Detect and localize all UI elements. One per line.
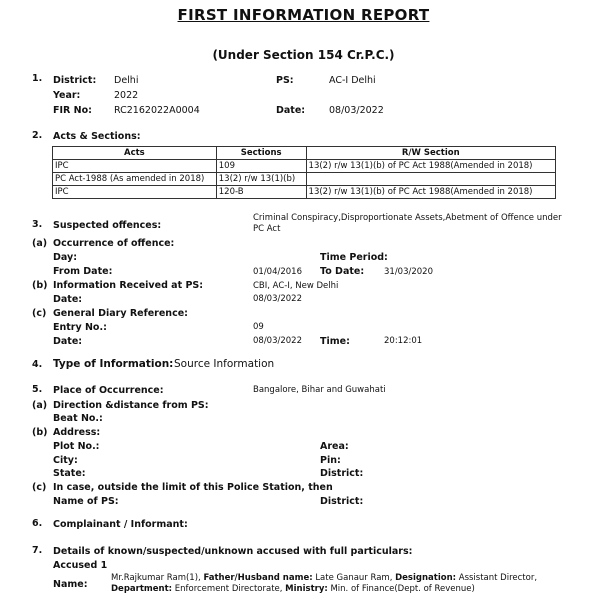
time-value: 20:12:01 bbox=[384, 336, 423, 346]
department-value: Enforcement Directorate, bbox=[174, 584, 283, 594]
state-label: State: bbox=[53, 468, 86, 479]
section-subnumber: (c) bbox=[32, 482, 47, 493]
section-number: 7. bbox=[32, 545, 43, 556]
table-row bbox=[53, 186, 556, 199]
pin-label: Pin: bbox=[320, 455, 341, 466]
section-number: 2. bbox=[32, 130, 43, 141]
accused-label: Accused 1 bbox=[53, 560, 108, 571]
accused-name-label: Name: bbox=[53, 579, 88, 590]
year-label: Year: bbox=[53, 90, 81, 101]
entry-no-label: Entry No.: bbox=[53, 322, 107, 333]
page-subtitle: (Under Section 154 Cr.P.C.) bbox=[212, 48, 395, 62]
plot-no-label: Plot No.: bbox=[53, 441, 100, 452]
father-name-label: Father/Husband name: bbox=[203, 573, 313, 583]
accused-details-label: Details of known/suspected/unknown accused with full particulars: bbox=[53, 546, 413, 557]
name-of-ps-label: Name of PS: bbox=[53, 496, 119, 507]
table-cell: IPC bbox=[53, 160, 217, 173]
table-cell: 13(2) r/w 13(1)(b) of PC Act 1988(Amended in 2018) bbox=[306, 160, 555, 173]
place-value: Bangalore, Bihar and Guwahati bbox=[253, 385, 386, 395]
section-number: 1. bbox=[32, 73, 43, 84]
section-subnumber: (c) bbox=[32, 308, 47, 319]
accused-details-line-1 bbox=[111, 573, 537, 584]
acts-table bbox=[52, 146, 556, 199]
ministry-value: Min. of Finance(Dept. of Revenue) bbox=[330, 584, 475, 594]
gd-date-value: 08/03/2022 bbox=[253, 336, 302, 346]
department-label: Department: bbox=[111, 584, 173, 594]
to-date-value: 31/03/2020 bbox=[384, 267, 433, 277]
info-received-label: Information Received at PS: bbox=[53, 280, 204, 291]
section-subnumber: (b) bbox=[32, 280, 48, 291]
suspected-label: Suspected offences: bbox=[53, 220, 162, 231]
column-header: R/W Section bbox=[306, 147, 555, 160]
city-label: City: bbox=[53, 455, 78, 466]
table-cell: IPC bbox=[53, 186, 217, 199]
outside-limit-label: In case, outside the limit of this Police Station, then bbox=[53, 482, 333, 493]
table-row bbox=[53, 173, 556, 186]
designation-label: Designation: bbox=[395, 573, 457, 583]
ps-label: PS: bbox=[276, 75, 294, 86]
section-subnumber: (a) bbox=[32, 238, 48, 249]
section-subnumber: (b) bbox=[32, 427, 48, 438]
district2-label: District: bbox=[320, 496, 364, 507]
accused-name: Mr.Rajkumar Ram(1), bbox=[111, 573, 201, 583]
direction-label: Direction &distance from PS: bbox=[53, 400, 209, 411]
table-cell: 13(2) r/w 13(1)(b) of PC Act 1988(Amended in 2018) bbox=[306, 186, 555, 199]
section-number: 5. bbox=[32, 384, 43, 395]
table-header-row bbox=[53, 147, 556, 160]
table-cell: PC Act-1988 (As amended in 2018) bbox=[53, 173, 217, 186]
table-cell: 120-B bbox=[216, 186, 306, 199]
ministry-label: Ministry: bbox=[285, 584, 328, 594]
date-label: Date: bbox=[276, 105, 306, 116]
district-label: District: bbox=[53, 75, 97, 86]
entry-no-value: 09 bbox=[253, 322, 264, 332]
acts-sections-label: Acts & Sections: bbox=[53, 131, 141, 142]
section-number: 4. bbox=[32, 359, 43, 370]
suspected-value: Criminal Conspiracy,Disproportionate Assets,Abetment of Offence under PC Act bbox=[253, 213, 562, 234]
gd-reference-label: General Diary Reference: bbox=[53, 308, 188, 319]
designation-value: Assistant Director, bbox=[458, 573, 538, 583]
table-cell: 13(2) r/w 13(1)(b) bbox=[216, 173, 306, 186]
area-label: Area: bbox=[320, 441, 349, 452]
accused-details-line-2 bbox=[111, 584, 537, 595]
from-date-label: From Date: bbox=[53, 266, 113, 277]
place-label: Place of Occurrence: bbox=[53, 385, 164, 396]
day-label: Day: bbox=[53, 252, 77, 263]
fir-value: RC2162022A0004 bbox=[114, 105, 200, 116]
district-label: District: bbox=[320, 468, 364, 479]
time-period-label: Time Period: bbox=[320, 252, 388, 263]
time-label: Time: bbox=[320, 336, 350, 347]
year-value: 2022 bbox=[114, 90, 139, 101]
info-date-value: 08/03/2022 bbox=[253, 294, 302, 304]
info-received-value: CBI, AC-I, New Delhi bbox=[253, 281, 339, 291]
table-cell: 109 bbox=[216, 160, 306, 173]
column-header: Sections bbox=[216, 147, 306, 160]
info-type-value: Source Information bbox=[174, 358, 275, 370]
address-label: Address: bbox=[53, 427, 101, 438]
beat-no-label: Beat No.: bbox=[53, 413, 103, 424]
accused-details bbox=[111, 573, 537, 595]
complainant-label: Complainant / Informant: bbox=[53, 519, 188, 530]
gd-date-label: Date: bbox=[53, 336, 83, 347]
ps-value: AC-I Delhi bbox=[329, 75, 376, 86]
section-subnumber: (a) bbox=[32, 400, 48, 411]
section-number: 3. bbox=[32, 219, 43, 230]
info-date-label: Date: bbox=[53, 294, 83, 305]
column-header: Acts bbox=[53, 147, 217, 160]
table-cell bbox=[306, 173, 555, 186]
fir-label: FIR No: bbox=[53, 105, 92, 116]
page-title: FIRST INFORMATION REPORT bbox=[177, 6, 430, 24]
district-value: Delhi bbox=[114, 75, 139, 86]
table-row bbox=[53, 160, 556, 173]
info-type-label: Type of Information: bbox=[53, 358, 174, 370]
father-name-value: Late Ganaur Ram, bbox=[315, 573, 393, 583]
occurrence-label: Occurrence of offence: bbox=[53, 238, 175, 249]
from-date-value: 01/04/2016 bbox=[253, 267, 302, 277]
section-number: 6. bbox=[32, 518, 43, 529]
to-date-label: To Date: bbox=[320, 266, 365, 277]
date-value: 08/03/2022 bbox=[329, 105, 384, 116]
